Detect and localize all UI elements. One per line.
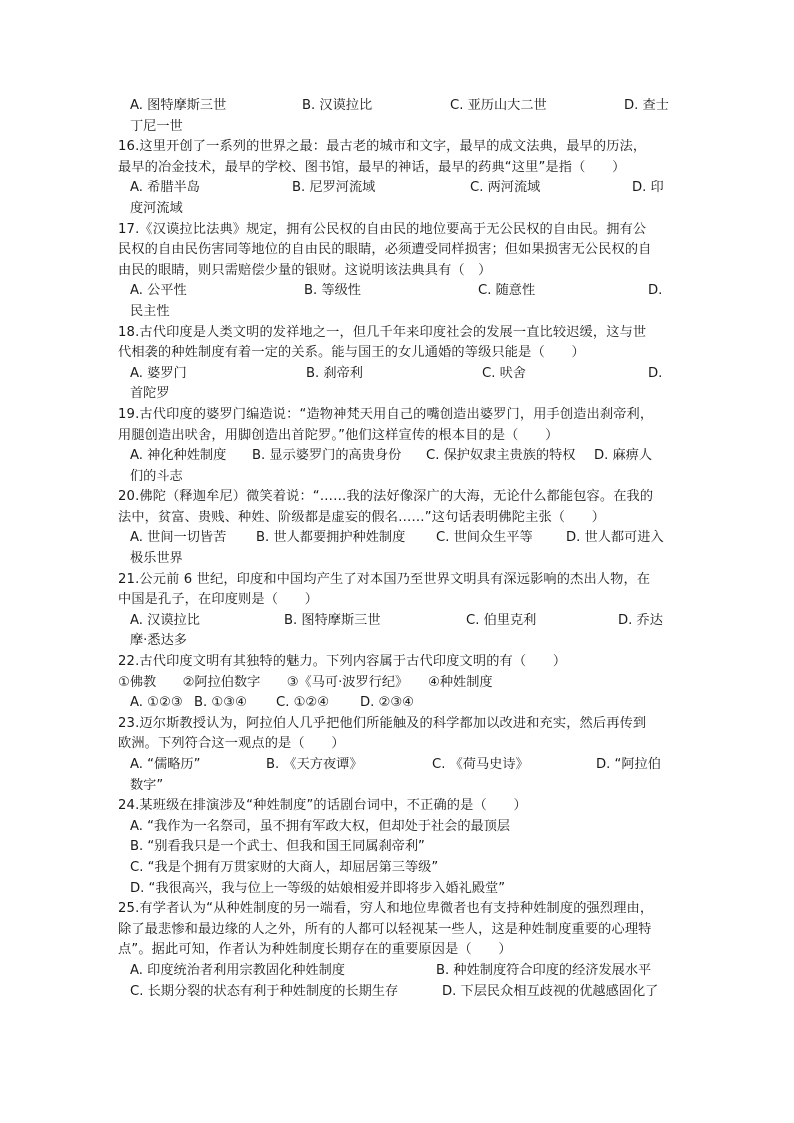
q22-options <box>118 693 678 714</box>
q25-option-d: D. 下层民众相互歧视的优越感固化了 <box>442 983 659 999</box>
q20-option-c: C. 世间众生平等 <box>436 530 533 546</box>
q23-option-d: D. “阿拉伯 <box>596 757 661 772</box>
q22-stem-1: 22.古代印度文明有其独特的魅力。下列内容属于古代印度文明的有（ ） <box>118 654 567 670</box>
q15-option-d: D. 查士 <box>624 98 669 113</box>
q24-stem-1: 24.某班级在排演涉及“种姓制度”的话剧台词中，不正确的是（ ） <box>118 798 527 814</box>
q23-option-a: A. “儒略历” <box>130 757 201 772</box>
q21-option-a: A. 汉谟拉比 <box>130 612 200 628</box>
q23-stem-2: 欧洲。下列符合这一观点的是（ ） <box>118 736 345 752</box>
q18-option-c: C. 吠舍 <box>482 365 526 381</box>
q22-option-b: B. ①③④ <box>194 695 247 711</box>
q15-option-c: C. 亚历山大二世 <box>450 98 547 113</box>
q15-options <box>118 96 678 117</box>
q20-stem-2: 法中，贫富、贵贱、种姓、阶级都是虚妄的假名……”这句话表明佛陀主张（ ） <box>118 509 606 525</box>
q21-options <box>118 611 678 632</box>
q17-option-d-cont: 民主性 <box>130 303 170 319</box>
q18-options <box>118 364 678 385</box>
q17-stem-2: 民权的自由民伤害同等地位的自由民的眼睛，必须遭受同样损害；但如果损害无公民权的自 <box>118 242 652 258</box>
q20-stem-1: 20.佛陀（释迦牟尼）微笑着说：“……我的法好像深广的大海，无论什么都能包容。在我的 <box>118 489 654 505</box>
exam-page <box>118 96 678 1002</box>
q15-option-a: A. 图特摩斯三世 <box>130 98 227 113</box>
q24-option-c: C. “我是个拥有万贯家财的大商人，却屈居第三等级” <box>130 859 439 875</box>
q25-stem-2: 除了最悲惨和最边缘的人之外，所有的人都可以轻视某一些人，这是种姓制度重要的心理特 <box>118 921 652 937</box>
q18-option-d-cont: 首陀罗 <box>130 386 170 402</box>
q16-option-d-cont: 度河流域 <box>130 200 183 216</box>
q19-option-b: B. 显示婆罗门的高贵身份 <box>252 448 402 464</box>
q21-stem-2: 中国是孔子，在印度则是（ ） <box>118 592 319 608</box>
q25-option-b: B. 种姓制度符合印度的经济发展水平 <box>436 962 652 978</box>
q19-option-a: A. 神化种姓制度 <box>130 448 227 464</box>
q21-option-b: B. 图特摩斯三世 <box>284 612 381 628</box>
q24-option-d: D. “我很高兴，我与位上一等级的姑娘相爱并即将步入婚礼殿堂” <box>130 880 506 896</box>
q23-options <box>118 755 678 776</box>
q21-option-d-cont: 摩·悉达多 <box>130 633 187 649</box>
q20-option-a: A. 世间一切皆苦 <box>130 530 227 546</box>
q19-option-c: C. 保护奴隶主贵族的特权 <box>426 448 576 464</box>
q20-option-d: D. 世人都可进入 <box>566 530 664 546</box>
q24-option-a: A. “我作为一名祭司，虽不拥有军政大权，但却处于社会的最顶层 <box>130 818 511 834</box>
q19-option-d: D. 麻痹人 <box>594 448 653 464</box>
q18-stem-1: 18.古代印度是人类文明的发祥地之一，但几千年来印度社会的发展一直比较迟缓，这与世 <box>118 324 647 340</box>
q25-options-row2 <box>118 982 678 1003</box>
q16-options <box>118 178 678 199</box>
q17-option-d: D. <box>648 283 663 299</box>
q22-option-a: A. ①②③ <box>130 695 183 711</box>
q17-option-c: C. 随意性 <box>478 283 536 299</box>
q16-stem-1: 16.这里开创了一系列的世界之最：最古老的城市和文字，最早的成文法典，最早的历法， <box>118 139 647 155</box>
q17-option-b: B. 等级性 <box>304 283 361 299</box>
q19-option-d-cont: 们的斗志 <box>130 468 183 484</box>
q23-option-c: C. 《荷马史诗》 <box>432 757 529 772</box>
q18-option-d: D. <box>648 365 663 381</box>
q21-option-c: C. 伯里克利 <box>466 612 537 628</box>
q19-stem-2: 用腿创造出吠舍，用脚创造出首陀罗。”他们这样宣传的根本目的是（ ） <box>118 427 559 443</box>
q23-option-b: B. 《天方夜谭》 <box>266 757 363 772</box>
q15-option-d-cont: 丁尼一世 <box>130 118 183 134</box>
q19-stem-1: 19.古代印度的婆罗门编造说：“造物神梵天用自己的嘴创造出婆罗门，用手创造出刹帝利， <box>118 406 654 422</box>
q25-stem-3: 点”。据此可知，作者认为种姓制度长期存在的重要原因是（ ） <box>118 942 512 958</box>
q20-options <box>118 528 678 549</box>
q17-options <box>118 281 678 302</box>
q17-option-a: A. 公平性 <box>130 283 187 299</box>
q23-stem-1: 23.迈尔斯教授认为，阿拉伯人几乎把他们所能触及的科学都加以改进和充实，然后再传到 <box>118 715 647 731</box>
q25-option-a: A. 印度统治者利用宗教固化种姓制度 <box>130 962 345 978</box>
q20-option-b: B. 世人都要拥护种姓制度 <box>256 530 406 546</box>
q20-option-d-cont: 极乐世界 <box>130 551 183 567</box>
q25-stem-1: 25.有学者认为“从种姓制度的另一端看，穷人和地位卑微者也有支持种姓制度的强烈理由， <box>118 901 654 917</box>
q16-stem-2: 最早的冶金技术，最早的学校、图书馆，最早的神话，最早的药典“这里”是指（ ） <box>118 159 626 175</box>
q25-option-c: C. 长期分裂的状态有利于种姓制度的长期生存 <box>130 983 399 999</box>
q17-stem-1: 17.《汉谟拉比法典》规定，拥有公民权的自由民的地位要高于无公民权的自由民。拥有公 <box>118 221 647 237</box>
q16-option-b: B. 尼罗河流域 <box>292 180 376 196</box>
q18-option-b: B. 刹帝利 <box>306 365 363 381</box>
q17-stem-3: 由民的眼睛，则只需赔偿少量的银财。这说明该法典具有（ ） <box>118 262 492 278</box>
q24-option-b: B. “别看我只是一个武士、但我和国王同属刹帝利” <box>130 839 425 855</box>
q18-option-a: A. 婆罗门 <box>130 365 187 381</box>
q22-option-d: D. ②③④ <box>360 695 415 711</box>
q16-option-a: A. 希腊半岛 <box>130 180 200 196</box>
q19-options <box>118 446 678 467</box>
q18-stem-2: 代相袭的种姓制度有着一定的关系。能与国王的女儿通婚的等级只能是（ ） <box>118 345 585 361</box>
q21-option-d: D. 乔达 <box>618 612 663 628</box>
q16-option-c: C. 两河流域 <box>470 180 541 196</box>
q22-option-c: C. ①②④ <box>276 695 330 711</box>
q23-option-d-cont: 数字” <box>130 777 164 793</box>
q22-items: ①佛教 ②阿拉伯数字 ③《马可·波罗行纪》 ④种姓制度 <box>118 674 493 690</box>
q25-options-row1 <box>118 961 678 982</box>
q16-option-d: D. 印 <box>632 180 664 196</box>
q21-stem-1: 21.公元前 6 世纪，印度和中国均产生了对本国乃至世界文明具有深远影响的杰出人物，在 <box>118 571 651 587</box>
q15-option-b: B. 汉谟拉比 <box>302 98 373 113</box>
